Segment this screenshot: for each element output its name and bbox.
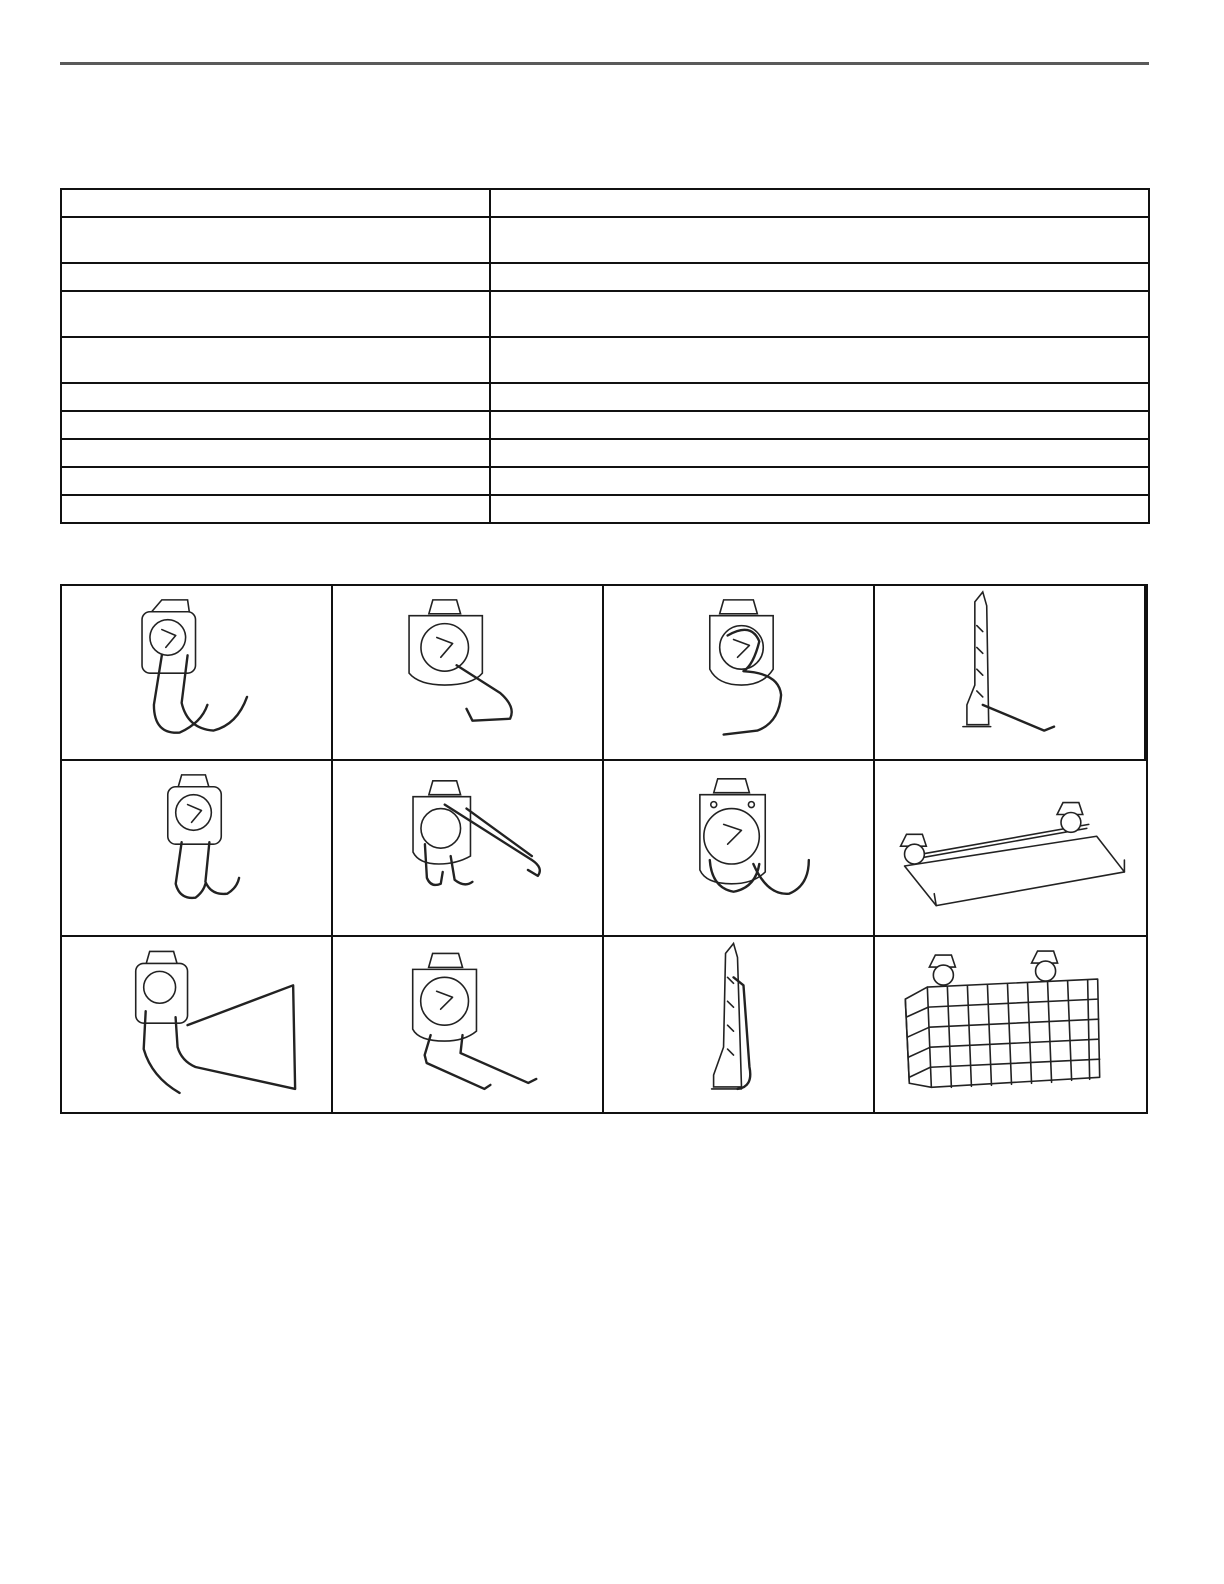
wire-shelf-icon [875, 761, 1146, 934]
table-row [61, 495, 1149, 523]
table-cell [490, 291, 1149, 337]
table-row [61, 439, 1149, 467]
table-cell [490, 337, 1149, 383]
table-row [61, 189, 1149, 217]
table-cell [61, 217, 490, 263]
table-row [61, 383, 1149, 411]
s-hook-icon [604, 586, 873, 759]
header-rule [60, 62, 1149, 65]
table-row [61, 467, 1149, 495]
double-j-hook-icon [62, 761, 331, 934]
table-cell [490, 411, 1149, 439]
accessory-cell [62, 586, 333, 761]
table-row [61, 291, 1149, 337]
table-cell [61, 467, 490, 495]
accessory-cell [875, 586, 1146, 761]
table-cell [490, 217, 1149, 263]
accessory-cell [333, 761, 604, 936]
table-cell [490, 439, 1149, 467]
accessory-cell [604, 761, 875, 936]
accessory-cell [333, 937, 604, 1112]
table-cell [61, 189, 490, 217]
double-prong-hook-icon [333, 761, 602, 934]
table-row [61, 411, 1149, 439]
accessory-cell [333, 586, 604, 761]
accessory-cell [62, 761, 333, 936]
table-row [61, 337, 1149, 383]
table-cell [490, 467, 1149, 495]
table-row [61, 217, 1149, 263]
accessory-cell [62, 937, 333, 1112]
table-cell [61, 383, 490, 411]
table-cell [61, 439, 490, 467]
table-cell [61, 495, 490, 523]
table-cell [61, 337, 490, 383]
table-cell [61, 411, 490, 439]
tool-hanger-icon [875, 586, 1144, 759]
table-row [61, 263, 1149, 291]
fork-hook-icon [333, 937, 602, 1112]
accessory-cell [875, 937, 1146, 1112]
u-hook-icon [604, 761, 873, 934]
accessory-cell [875, 761, 1146, 936]
table-cell [490, 189, 1149, 217]
accessory-grid [60, 584, 1148, 1114]
vertical-j-hanger-icon [604, 937, 873, 1112]
table-cell [490, 263, 1149, 291]
accessory-cell [604, 937, 875, 1112]
spec-table [60, 188, 1150, 524]
table-cell [61, 291, 490, 337]
table-cell [490, 383, 1149, 411]
bike-hook-icon [333, 586, 602, 759]
j-hook-icon [62, 586, 331, 759]
wire-basket-icon [875, 937, 1146, 1112]
accessory-cell [604, 586, 875, 761]
table-cell [61, 263, 490, 291]
table-cell [490, 495, 1149, 523]
hose-hook-icon [62, 937, 331, 1112]
